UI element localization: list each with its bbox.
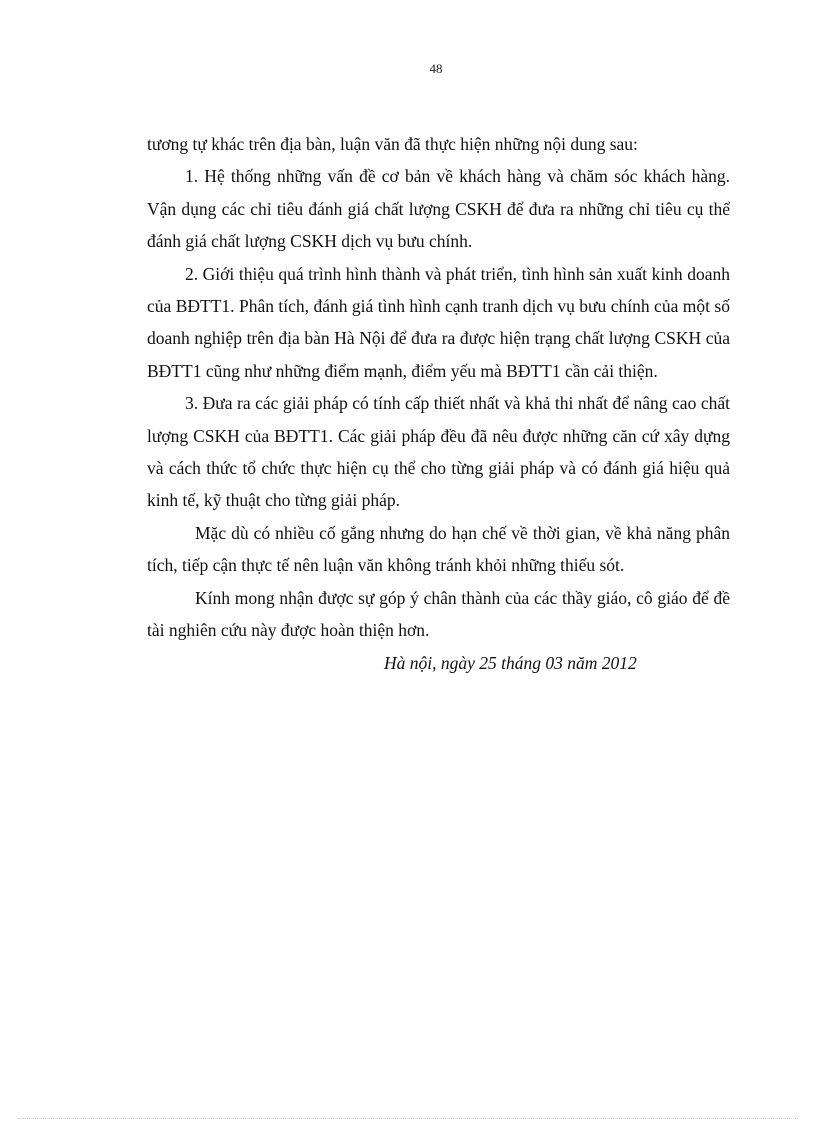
document-body [147, 128, 730, 679]
limitation-paragraph: Mặc dù có nhiều cố gắng nhưng do hạn chế về thời gian, về khả năng phân tích, tiếp cận thực tế nên luận văn không tránh khỏi những thiếu sót. [147, 522, 730, 576]
list-item-3: 3. Đưa ra các giải pháp có tính cấp thiết nhất và khả thi nhất để nâng cao chất lượng CSKH của BĐTT1. Các giải pháp đều đã nêu được những căn cứ xây dựng và cách thức tổ chức thực hiện cụ thể cho từng giải pháp và có đánh giá hiệu quả kinh tế, kỹ thuật cho từng giải pháp. [147, 393, 730, 511]
signature-date: Hà nội, ngày 25 tháng 03 năm 2012 [384, 652, 637, 673]
page-bottom-divider [18, 1118, 798, 1119]
list-item-2: 2. Giới thiệu quá trình hình thành và phát triển, tình hình sản xuất kinh doanh của BĐTT1. Phân tích, đánh giá tình hình cạnh tranh dịch vụ bưu chính của một số doanh nghiệp trên địa bàn Hà Nội để đưa ra được hiện trạng chất lượng CSKH của BĐTT1 cũng như những điểm mạnh, điểm yếu mà BĐTT1 cần cải thiện. [147, 263, 730, 381]
acknowledgement-paragraph: Kính mong nhận được sự góp ý chân thành của các thầy giáo, cô giáo để đề tài nghiên cứu này được hoàn thiện hơn. [147, 587, 730, 641]
page-number: 48 [429, 61, 443, 76]
intro-paragraph: tương tự khác trên địa bàn, luận văn đã thực hiện những nội dung sau: [147, 134, 638, 154]
list-item-1: 1. Hệ thống những vấn đề cơ bản về khách hàng và chăm sóc khách hàng. Vận dụng các chỉ tiêu đánh giá chất lượng CSKH để đưa ra những chỉ tiêu cụ thể đánh giá chất lượng CSKH dịch vụ bưu chính. [147, 166, 730, 252]
